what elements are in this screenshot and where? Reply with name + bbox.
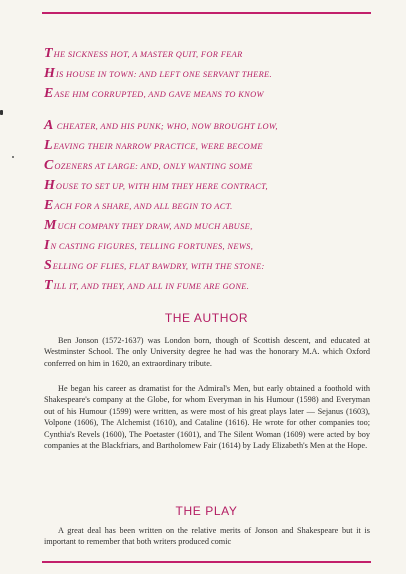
acrostic-line-text: ACH FOR A SHARE, AND ALL BEGIN TO ACT. bbox=[54, 202, 233, 211]
acrostic-line-text: HE SICKNESS HOT, A MASTER QUIT, FOR FEAR bbox=[53, 50, 243, 59]
acrostic-stanza-1 bbox=[44, 44, 374, 104]
acrostic-line bbox=[44, 116, 374, 136]
acrostic-initial: H bbox=[44, 178, 55, 193]
top-rule bbox=[42, 12, 371, 14]
margin-speck bbox=[12, 156, 14, 158]
acrostic-line bbox=[44, 256, 374, 276]
acrostic-line bbox=[44, 236, 374, 256]
acrostic-line bbox=[44, 44, 374, 64]
author-paragraph-2: He began his career as dramatist for the Admiral's Men, but early obtained a foothold with Shakespeare's company at the Globe, for whom Everyman in his Humour (1598) and Everyman out of his Humour (1599) were written, as were most of his great plays later — Sejanus (1603), Volpone (1606), The Alchemist (1610), and Cataline (1616). He wrote for other companies too; Cynthia's Revels (1600), The Poetaster (1601), and The Silent Woman (1609) were acted by boy companies at the Blackfriars, and Bartholomew Fair (1614) by Lady Elizabeth's Men at the Hope. bbox=[44, 384, 370, 451]
acrostic-line bbox=[44, 176, 374, 196]
acrostic-initial: I bbox=[44, 238, 50, 253]
acrostic-initial: T bbox=[44, 46, 53, 61]
acrostic-line-text: CHEATER, AND HIS PUNK; WHO, NOW BROUGHT LOW, bbox=[54, 122, 278, 131]
author-paragraph-1: Ben Jonson (1572-1637) was London born, though of Scottish descent, and educated at Westminster School. The only University degree he had was the honorary M.A. which Oxford conferred on him in 1620, an extraordinary tribute. bbox=[44, 336, 370, 368]
acrostic-line-text: OUSE TO SET UP, WITH HIM THEY HERE CONTRACT, bbox=[55, 182, 268, 191]
acrostic-initial: E bbox=[44, 86, 54, 101]
acrostic-initial: A bbox=[44, 118, 54, 133]
acrostic-line bbox=[44, 216, 374, 236]
acrostic-initial: L bbox=[44, 138, 53, 153]
acrostic-line-text: IS HOUSE IN TOWN: AND LEFT ONE SERVANT THERE. bbox=[55, 70, 272, 79]
acrostic-line bbox=[44, 156, 374, 176]
section-title-author: THE AUTHOR bbox=[164, 311, 249, 325]
acrostic-initial: S bbox=[44, 258, 52, 273]
acrostic-initial: E bbox=[44, 198, 54, 213]
acrostic-initial: M bbox=[44, 218, 57, 233]
acrostic-stanza-2 bbox=[44, 116, 374, 296]
acrostic-line bbox=[44, 276, 374, 296]
acrostic-line-text: EAVING THEIR NARROW PRACTICE, WERE BECOME bbox=[53, 142, 263, 151]
margin-mark bbox=[0, 110, 3, 115]
acrostic-initial: T bbox=[44, 278, 53, 293]
acrostic-line-text: ELLING OF FLIES, FLAT BAWDRY, WITH THE STONE: bbox=[52, 262, 265, 271]
bottom-rule bbox=[42, 561, 371, 563]
acrostic-line bbox=[44, 64, 374, 84]
acrostic-line bbox=[44, 136, 374, 156]
acrostic-initial: C bbox=[44, 158, 54, 173]
acrostic-line-text: OZENERS AT LARGE: AND, ONLY WANTING SOME bbox=[54, 162, 253, 171]
play-paragraph-1: A great deal has been written on the relative merits of Jonson and Shakespeare but it is important to remember that both writers produced comic bbox=[44, 526, 370, 547]
section-title-play: THE PLAY bbox=[175, 504, 238, 518]
acrostic-line bbox=[44, 196, 374, 216]
acrostic-line bbox=[44, 84, 374, 104]
acrostic-line-text: UCH COMPANY THEY DRAW, AND MUCH ABUSE, bbox=[57, 222, 253, 231]
acrostic-line-text: ASE HIM CORRUPTED, AND GAVE MEANS TO KNOW bbox=[54, 90, 264, 99]
acrostic-line-text: N CASTING FIGURES, TELLING FORTUNES, NEWS, bbox=[50, 242, 254, 251]
acrostic-initial: H bbox=[44, 66, 55, 81]
acrostic-line-text: ILL IT, AND THEY, AND ALL IN FUME ARE GONE. bbox=[53, 282, 250, 291]
